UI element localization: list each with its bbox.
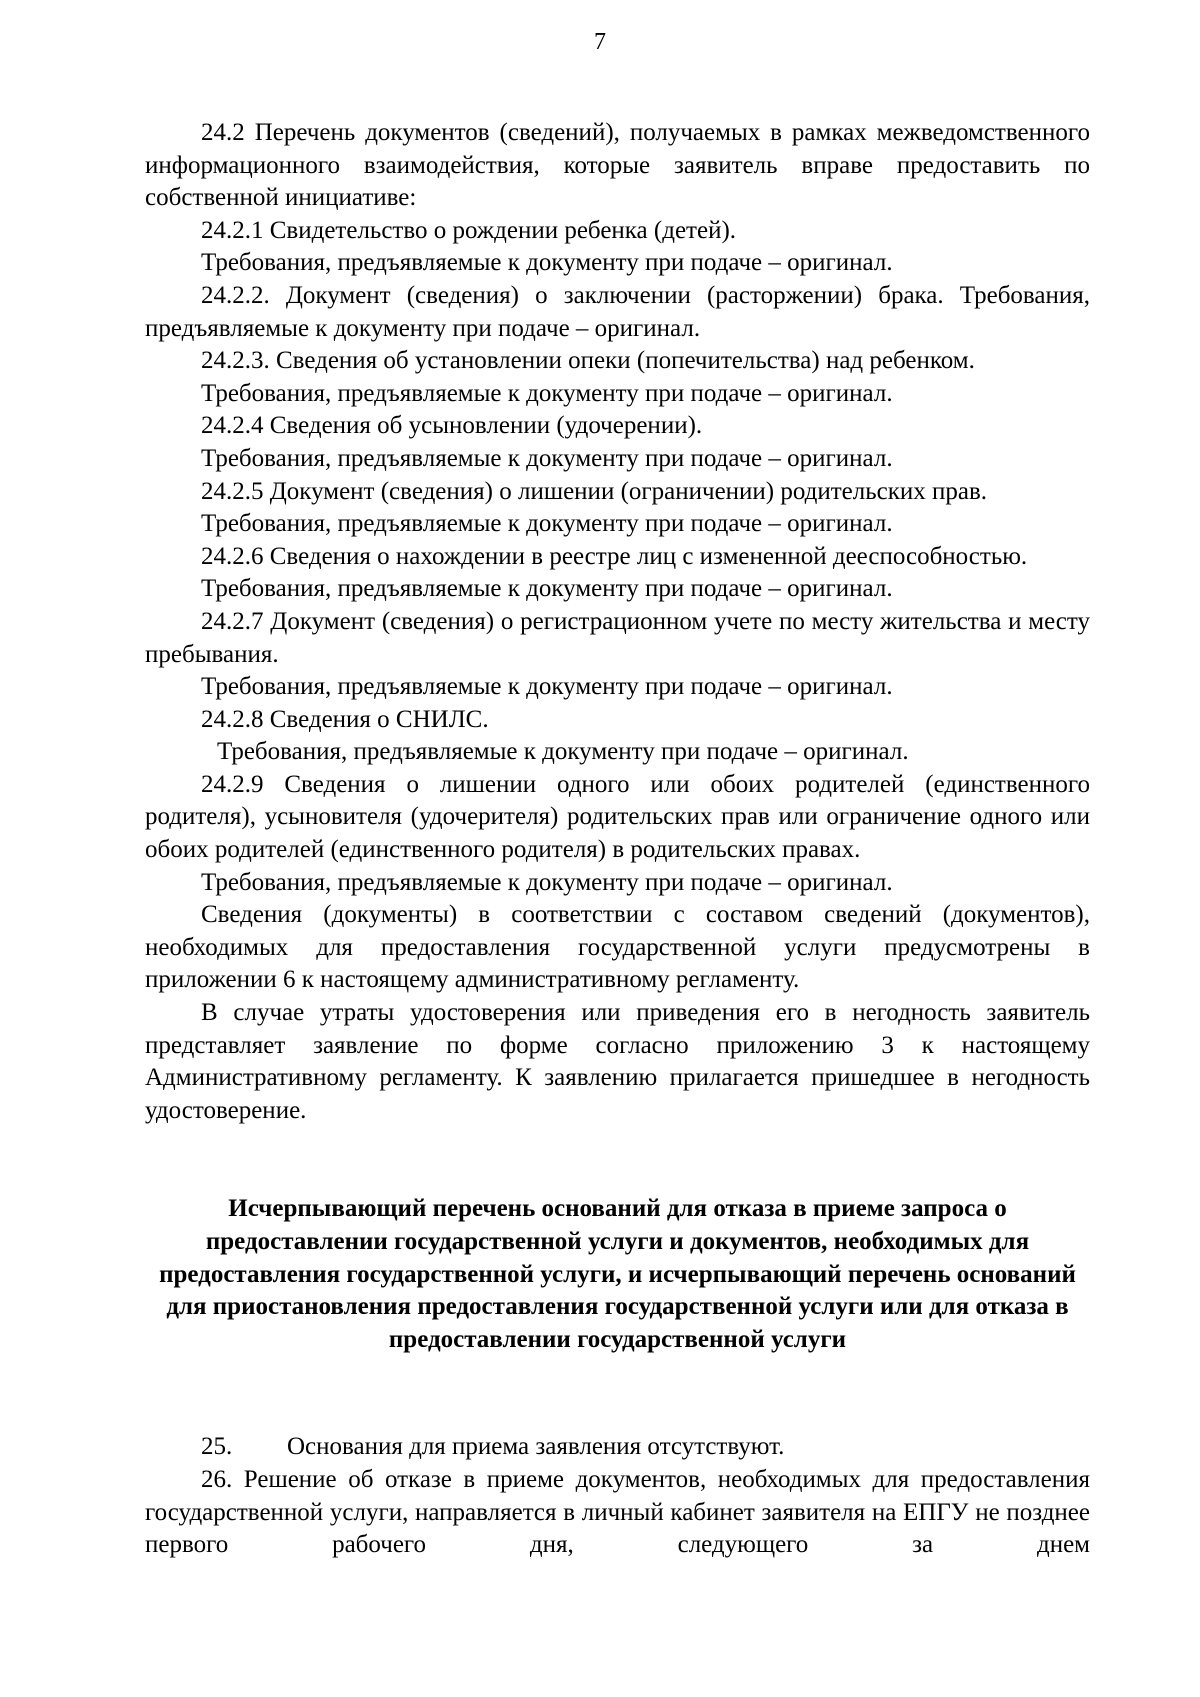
paragraph-26: 26. Решение об отказе в приеме документов, необходимых для предоставления государственной услуги, направляется в личный кабинет заявителя на ЕПГУ не позднее первого рабочего дня, следующего за днем [145,1465,1090,1559]
paragraph-24-2-2 [145,280,1090,345]
document-body [145,117,1090,1562]
paragraph-appendix-6-note: Сведения (документы) в соответствии с составом сведений (документов), необходимых для предоставления государственной услуги предусмотрены в приложении 6 к настоящему административному регламенту. [145,901,1090,994]
paragraph-24-2-9: 24.2.9 Сведения о лишении одного или обоих родителей (единственного родителя), усыновителя (удочерителя) родительских прав или ограничение одного или обоих родителей (единственного родителя) в родительских правах. [145,770,1090,864]
requirement-24-2-3: Требования, предъявляемые к документу при подаче – оригинал. [201,379,893,407]
paragraph-24-2-3: 24.2.3. Сведения об установлении опеки (попечительства) над ребенком. [201,347,975,375]
paragraph-25 [145,1431,1090,1464]
paragraph-24-2-6: 24.2.6 Сведения о нахождении в реестре лиц с измененной дееспособностью. [201,542,1028,570]
paragraph-loss-note: В случае утраты удостоверения или приведения его в негодность заявитель представляет заявление по форме согласно приложению 3 к настоящему Административному регламенту. К заявлению прилагается пришедшее в негодность удостоверение. [145,999,1090,1124]
requirement-24-2-4: Требования, предъявляемые к документу при подаче – оригинал. [201,444,893,472]
requirement-24-2-7: Требования, предъявляемые к документу при подаче – оригинал. [201,673,893,701]
paragraph-24-2-2-text: 24.2.2. Документ (сведения) о заключении (расторжении) брака. [201,281,944,309]
paragraph-24-2-intro: 24.2 Перечень документов (сведений), получаемых в рамках межведомственного информационного взаимодействия, которые заявитель вправе предоставить по собственной инициативе: [145,119,1090,212]
requirement-24-2-6: Требования, предъявляемые к документу при подаче – оригинал. [201,575,893,603]
paragraph-24-2-5: 24.2.5 Документ (сведения) о лишении (ограничении) родительских прав. [201,477,988,505]
paragraph-24-2-7: 24.2.7 Документ (сведения) о регистрационном учете по месту жительства и месту пребывания. [145,607,1090,668]
paragraph-24-2-8: 24.2.8 Сведения о СНИЛС. [201,705,489,733]
section-heading: Исчерпывающий перечень оснований для отказа в приеме запроса о предоставлении государственной услуги и документов, необходимых для предоставления государственной услуги, и исчерпывающий перечень оснований для приостановления предоставления государственной услуги или для отказа в предоставлении государственной услуги [159,1195,1076,1353]
requirement-24-2-9: Требования, предъявляемые к документу при подаче – оригинал. [201,868,893,896]
paragraph-25-number: 25. [201,1433,233,1461]
paragraph-24-2-4: 24.2.4 Сведения об усыновлении (удочерении). [201,412,703,440]
requirement-24-2-5: Требования, предъявляемые к документу при подаче – оригинал. [201,510,893,538]
page-number: 7 [594,29,606,55]
requirement-24-2-1: Требования, предъявляемые к документу при подаче – оригинал. [201,249,893,277]
requirement-24-2-8: Требования, предъявляемые к документу при подаче – оригинал. [217,738,909,766]
paragraph-25-text: Основания для приема заявления отсутствуют. [287,1433,785,1461]
paragraph-24-2-1: 24.2.1 Свидетельство о рождении ребенка (детей). [201,216,737,244]
requirement-24-2-2: Требования, предъявляемые к документу при подаче – оригинал. [145,281,1090,342]
